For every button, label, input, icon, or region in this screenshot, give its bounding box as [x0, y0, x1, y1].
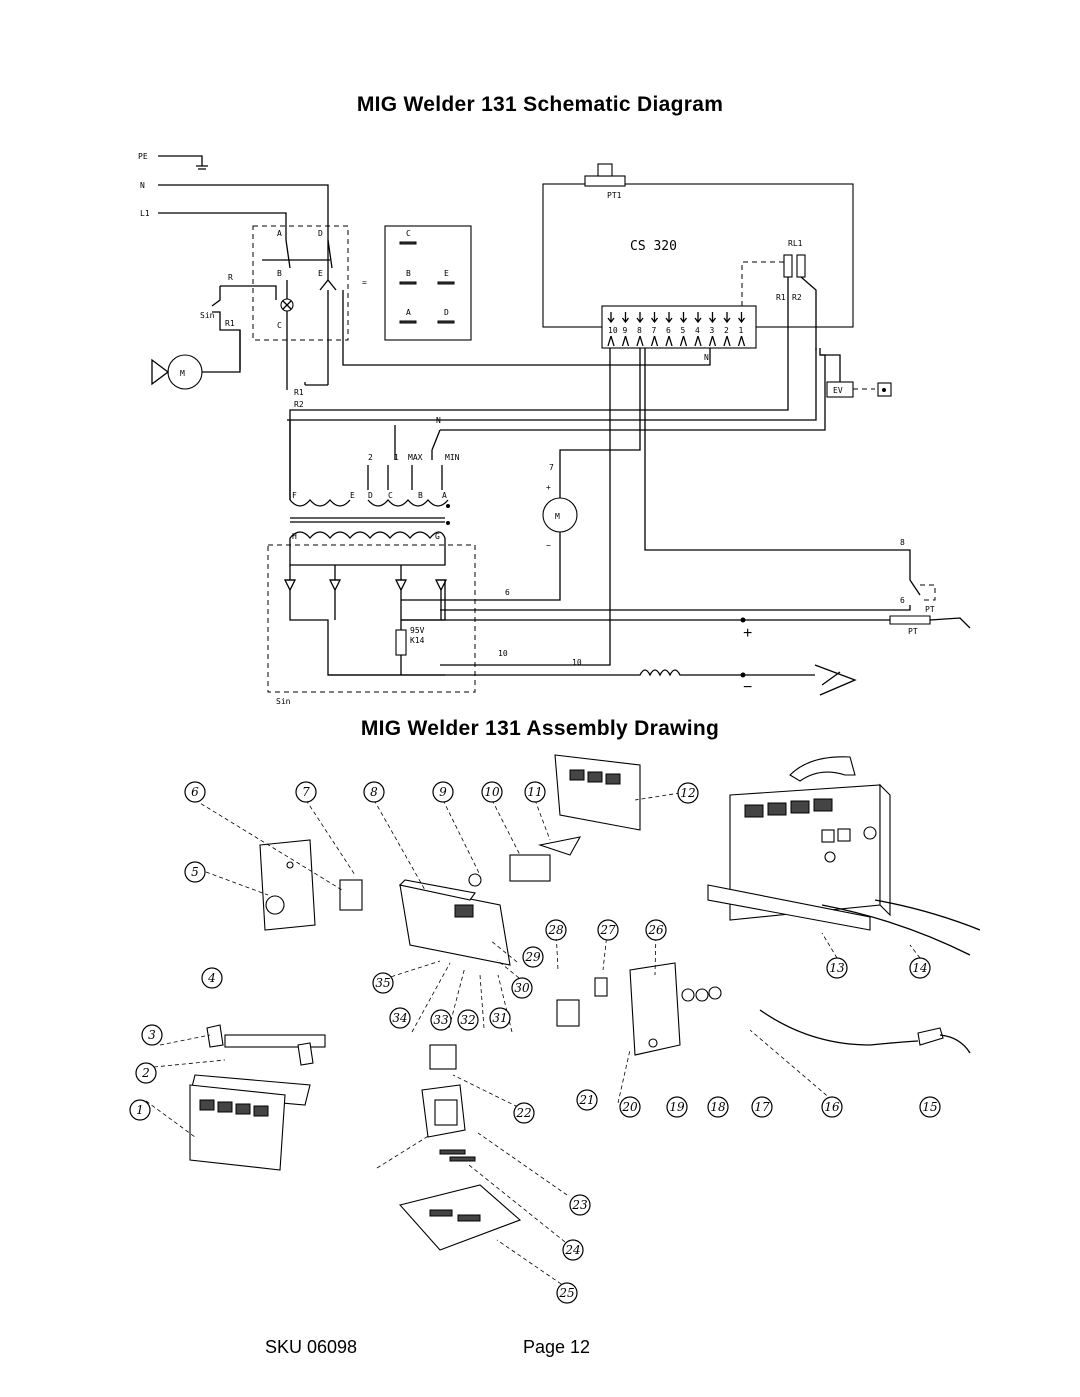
r-label: R: [228, 273, 233, 282]
pe-label: PE: [138, 152, 148, 161]
wire-8-label: 8: [900, 538, 905, 547]
minus-terminal: −: [743, 679, 753, 696]
varistor-label-1: 95V: [410, 626, 425, 635]
switch-contacts: [262, 240, 332, 268]
trigger-switch: [440, 580, 920, 610]
sku-label: SKU 06098: [265, 1337, 358, 1357]
secondary-winding: [290, 532, 445, 538]
side-panel: [190, 1025, 325, 1170]
callout-number: 27: [600, 923, 616, 937]
r1-label-wire: R1: [294, 388, 304, 397]
callout-number: 11: [527, 785, 543, 799]
switch-label-c: C: [277, 321, 282, 330]
max-label: MAX: [408, 453, 423, 462]
connector-pin-label: 1: [738, 326, 744, 335]
fan-blade-icon: [152, 360, 168, 384]
thermal-switch: [212, 286, 276, 370]
callout-number: 3: [148, 1028, 156, 1042]
l1-label: L1: [140, 209, 150, 218]
assembly-drawing: [110, 745, 980, 1315]
svg-text:6: 6: [900, 596, 905, 605]
rectifier-diodes: [285, 580, 446, 590]
svg-text:E: E: [444, 269, 449, 278]
callout-9: [433, 782, 453, 802]
callout-number: 8: [370, 785, 378, 799]
neutral-line: [158, 185, 328, 280]
callout-15: [920, 1097, 940, 1117]
motor-plus: +: [546, 483, 551, 492]
pt-label-torch: PT: [908, 627, 918, 636]
callout-number: 24: [565, 1243, 581, 1257]
switch-label-e: E: [318, 269, 323, 278]
callout-number: 21: [579, 1093, 595, 1107]
sin-label: Sin: [200, 311, 215, 320]
r1-label-left: R1: [225, 319, 235, 328]
connector-pin-label: 6: [666, 326, 671, 335]
callout-number: 17: [754, 1100, 770, 1114]
chassis-plate: [400, 837, 580, 965]
switch-label-b: B: [277, 269, 282, 278]
wire-10: [440, 348, 610, 665]
main-switch-block: [253, 226, 348, 340]
varistor-label-2: K14: [410, 636, 425, 645]
r1-label-board: R1: [776, 293, 786, 302]
callout-number: 9: [439, 785, 447, 799]
sin-label-bottom: Sin: [276, 697, 291, 706]
callout-number: 2: [142, 1066, 150, 1080]
transformer: [422, 1045, 465, 1137]
callout-number: 33: [433, 1013, 449, 1027]
callout-number: 34: [392, 1011, 408, 1025]
motor-minus: −: [546, 541, 551, 550]
callout-34: [390, 1008, 410, 1028]
callout-31: [490, 1008, 510, 1028]
pt1-label: PT1: [607, 191, 622, 200]
svg-text:N: N: [704, 353, 709, 362]
callout-6: [185, 782, 205, 802]
callout-20: [620, 1097, 640, 1117]
callout-28: [546, 920, 566, 940]
schematic-diagram: [100, 140, 980, 710]
tap-label: A: [442, 491, 447, 500]
callout-number: 4: [208, 971, 216, 985]
callout-number: 16: [824, 1100, 840, 1114]
callout-1: [130, 1100, 150, 1120]
h-label: H: [292, 532, 297, 541]
torch: [890, 616, 930, 624]
callout-27: [598, 920, 618, 940]
callout-35: [373, 973, 393, 993]
callout-11: [525, 782, 545, 802]
connector-pin-label: 3: [709, 326, 715, 335]
wire-6-label: 6: [505, 588, 510, 597]
callout-14: [910, 958, 930, 978]
callout-number: 1: [136, 1103, 144, 1117]
transformer-taps: [292, 491, 447, 500]
callout-25: [557, 1283, 577, 1303]
front-panel-plate: [260, 840, 362, 930]
svg-text:D: D: [444, 308, 449, 317]
callout-number: 23: [572, 1198, 588, 1212]
callout-number: 18: [710, 1100, 726, 1114]
callout-7: [296, 782, 316, 802]
callout-number: 22: [516, 1106, 532, 1120]
svg-text:C: C: [406, 229, 411, 238]
callout-30: [512, 978, 532, 998]
callout-number: 12: [680, 786, 696, 800]
rl1-label: RL1: [788, 239, 803, 248]
pt1-potentiometer: [585, 176, 625, 186]
varistor: [396, 630, 406, 655]
callout-number: 31: [492, 1011, 508, 1025]
callout-number: 10: [484, 785, 500, 799]
g-label: G: [435, 532, 440, 541]
callout-8: [364, 782, 384, 802]
callout-12: [678, 783, 698, 803]
board-label: CS 320: [630, 239, 677, 254]
tap-label: C: [388, 491, 393, 500]
back-panel: [555, 755, 640, 830]
callout-17: [752, 1097, 772, 1117]
primary-winding: [290, 500, 448, 506]
plus-terminal: +: [743, 625, 753, 642]
tap-n-label: N: [436, 416, 441, 425]
connector-pin-label: 9: [622, 326, 628, 335]
tap-label: E: [350, 491, 355, 500]
r2-label-board: R2: [792, 293, 802, 302]
callout-number: 13: [829, 961, 845, 975]
ev-label: EV: [833, 386, 843, 395]
callout-33: [431, 1010, 451, 1030]
n-label: N: [140, 181, 145, 190]
callout-23: [570, 1195, 590, 1215]
tap-label: F: [292, 491, 297, 500]
callout-22: [514, 1103, 534, 1123]
wire-feed-motor: [543, 498, 577, 532]
rectifier-block: [268, 545, 475, 692]
callout-number: 20: [622, 1100, 638, 1114]
tap-label: D: [368, 491, 373, 500]
trigger-line-8: [645, 348, 910, 580]
wire-7-label: 7: [549, 463, 554, 472]
svg-text:2: 2: [368, 453, 373, 462]
svg-text:1: 1: [394, 453, 399, 462]
svg-text:A: A: [406, 308, 411, 317]
callout-number: 5: [191, 865, 199, 879]
tap-label: B: [418, 491, 423, 500]
callout-13: [827, 958, 847, 978]
switch-legend: [385, 226, 471, 340]
switch-label-a: A: [277, 229, 282, 238]
callout-number: 29: [525, 950, 541, 964]
callout-24: [563, 1240, 583, 1260]
callout-number: 6: [191, 785, 199, 799]
callout-number: 28: [548, 923, 564, 937]
pt-label-trigger: PT: [925, 605, 935, 614]
callout-4: [202, 968, 222, 988]
callout-32: [458, 1010, 478, 1030]
ev-line: [440, 348, 825, 430]
schematic-title: MIG Welder 131 Schematic Diagram: [356, 93, 724, 116]
switch-label-d: D: [318, 229, 323, 238]
connector-pin-label: 7: [651, 326, 657, 335]
fan-motor: [168, 355, 202, 389]
connector-pin-label: 10: [608, 326, 618, 335]
connector-pin-label: 4: [695, 326, 700, 335]
callout-number: 25: [559, 1286, 575, 1300]
ground-symbol: [158, 156, 208, 169]
callout-number: 14: [912, 961, 928, 975]
control-panel-plate: [557, 963, 721, 1055]
callout-29: [523, 947, 543, 967]
callout-19: [667, 1097, 687, 1117]
fan-motor-label: M: [180, 369, 185, 378]
callout-16: [822, 1097, 842, 1117]
ground-clamp: [815, 665, 855, 695]
connector-pin-label: 8: [637, 326, 642, 335]
page-number: Page 12: [523, 1337, 591, 1357]
callout-2: [136, 1063, 156, 1083]
r2-label-wire: R2: [294, 400, 304, 409]
welding-torch: [760, 1010, 970, 1053]
equals-sign: =: [362, 278, 367, 287]
assembly-title: MIG Welder 131 Assembly Drawing: [360, 717, 720, 740]
connector-pin-label: 5: [680, 326, 686, 335]
callout-number: 32: [460, 1013, 476, 1027]
callout-21: [577, 1090, 597, 1110]
callout-number: 19: [669, 1100, 685, 1114]
wire-motor-label: M: [555, 512, 560, 521]
welder-unit: [708, 757, 980, 955]
callout-3: [142, 1025, 162, 1045]
callout-number: 35: [375, 976, 391, 990]
callout-26: [646, 920, 666, 940]
base-plate: [400, 1150, 520, 1250]
callout-number: 30: [514, 981, 530, 995]
rl1-relay-2: [797, 255, 805, 277]
callout-10: [482, 782, 502, 802]
svg-text:B: B: [406, 269, 411, 278]
connector-pin-label: 2: [724, 326, 729, 335]
callout-number: 26: [648, 923, 664, 937]
rl1-relay-1: [784, 255, 792, 277]
wire-10-label-2: 10: [572, 658, 582, 667]
callout-number: 15: [922, 1100, 938, 1114]
min-label: MIN: [445, 453, 460, 462]
transformer-core: [290, 518, 445, 522]
callout-18: [708, 1097, 728, 1117]
callout-5: [185, 862, 205, 882]
wire-10-label-1: 10: [498, 649, 508, 658]
callout-number: 7: [302, 785, 310, 799]
